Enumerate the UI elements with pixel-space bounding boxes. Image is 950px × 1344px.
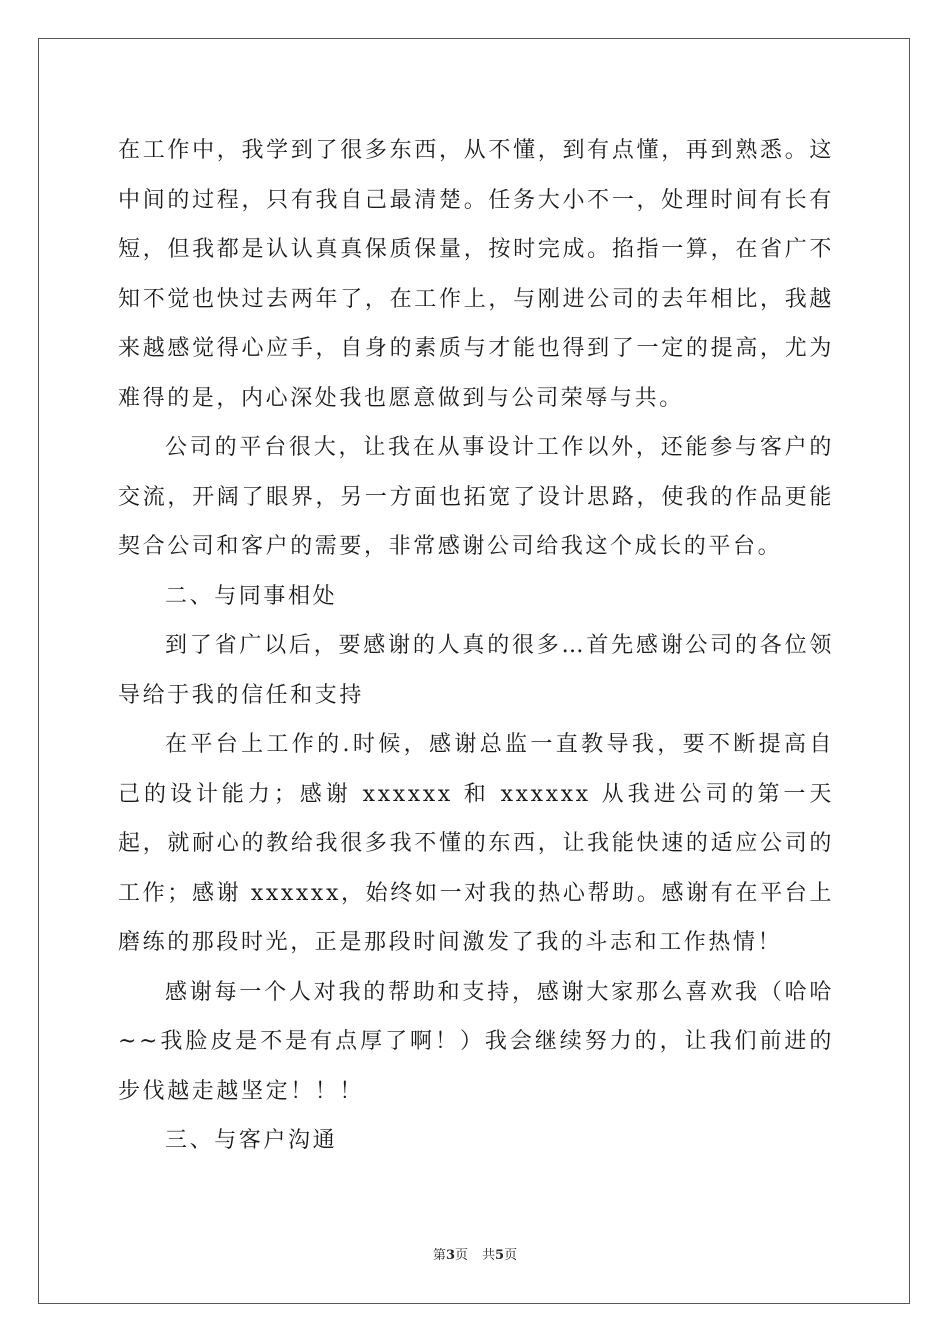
paragraph: 感谢每一个人对我的帮助和支持，感谢大家那么喜欢我（哈哈~~我脸皮是不是有点厚了啊！）我会继续努力的，让我们前进的步伐越走越坚定！！！ <box>118 979 834 1104</box>
total-suffix: 页 <box>504 1248 518 1263</box>
section-heading: 二、与同事相处 <box>165 583 338 609</box>
total-prefix: 共 <box>482 1248 496 1263</box>
paragraph: 在工作中，我学到了很多东西，从不懂，到有点懂，再到熟悉。这中间的过程，只有我自己最清楚。任务大小不一，处理时间有长有短，但我都是认认真真保质保量，按时完成。掐指一算，在省广不知不觉也快过去两年了，在工作上，与刚进公司的去年相比，我越来越感觉得心应手，自身的素质与才能也得到了一定的提高，尤为难得的是，内心深处我也愿意做到与公司荣辱与共。 <box>118 138 834 411</box>
total-pages: 5 <box>495 1248 505 1263</box>
paragraph: 到了省广以后，要感谢的人真的很多…首先感谢公司的各位领导给于我的信任和支持 <box>118 633 834 708</box>
paragraph: 在平台上工作的.时候，感谢总监一直教导我，要不断提高自己的设计能力；感谢 xxxxxx 和 xxxxxx 从我进公司的第一天起，就耐心的教给我很多我不懂的东西，让我能快速的适应公司的工作；感谢 xxxxxx，始终如一对我的热心帮助。感谢有在平台上磨练的那段时光，正是那段时间激发了我的斗志和工作热情！ <box>118 732 834 955</box>
paragraph: 公司的平台很大，让我在从事设计工作以外，还能参与客户的交流，开阔了眼界，另一方面也拓宽了设计思路，使我的作品更能契合公司和客户的需要，非常感谢公司给我这个成长的平台。 <box>118 435 834 559</box>
document-body <box>118 126 834 1166</box>
page-suffix: 页 <box>454 1248 468 1263</box>
page-footer <box>0 1246 950 1266</box>
page-number: 3 <box>445 1248 455 1263</box>
page-prefix: 第 <box>432 1248 446 1263</box>
section-heading: 三、与客户沟通 <box>165 1128 338 1153</box>
